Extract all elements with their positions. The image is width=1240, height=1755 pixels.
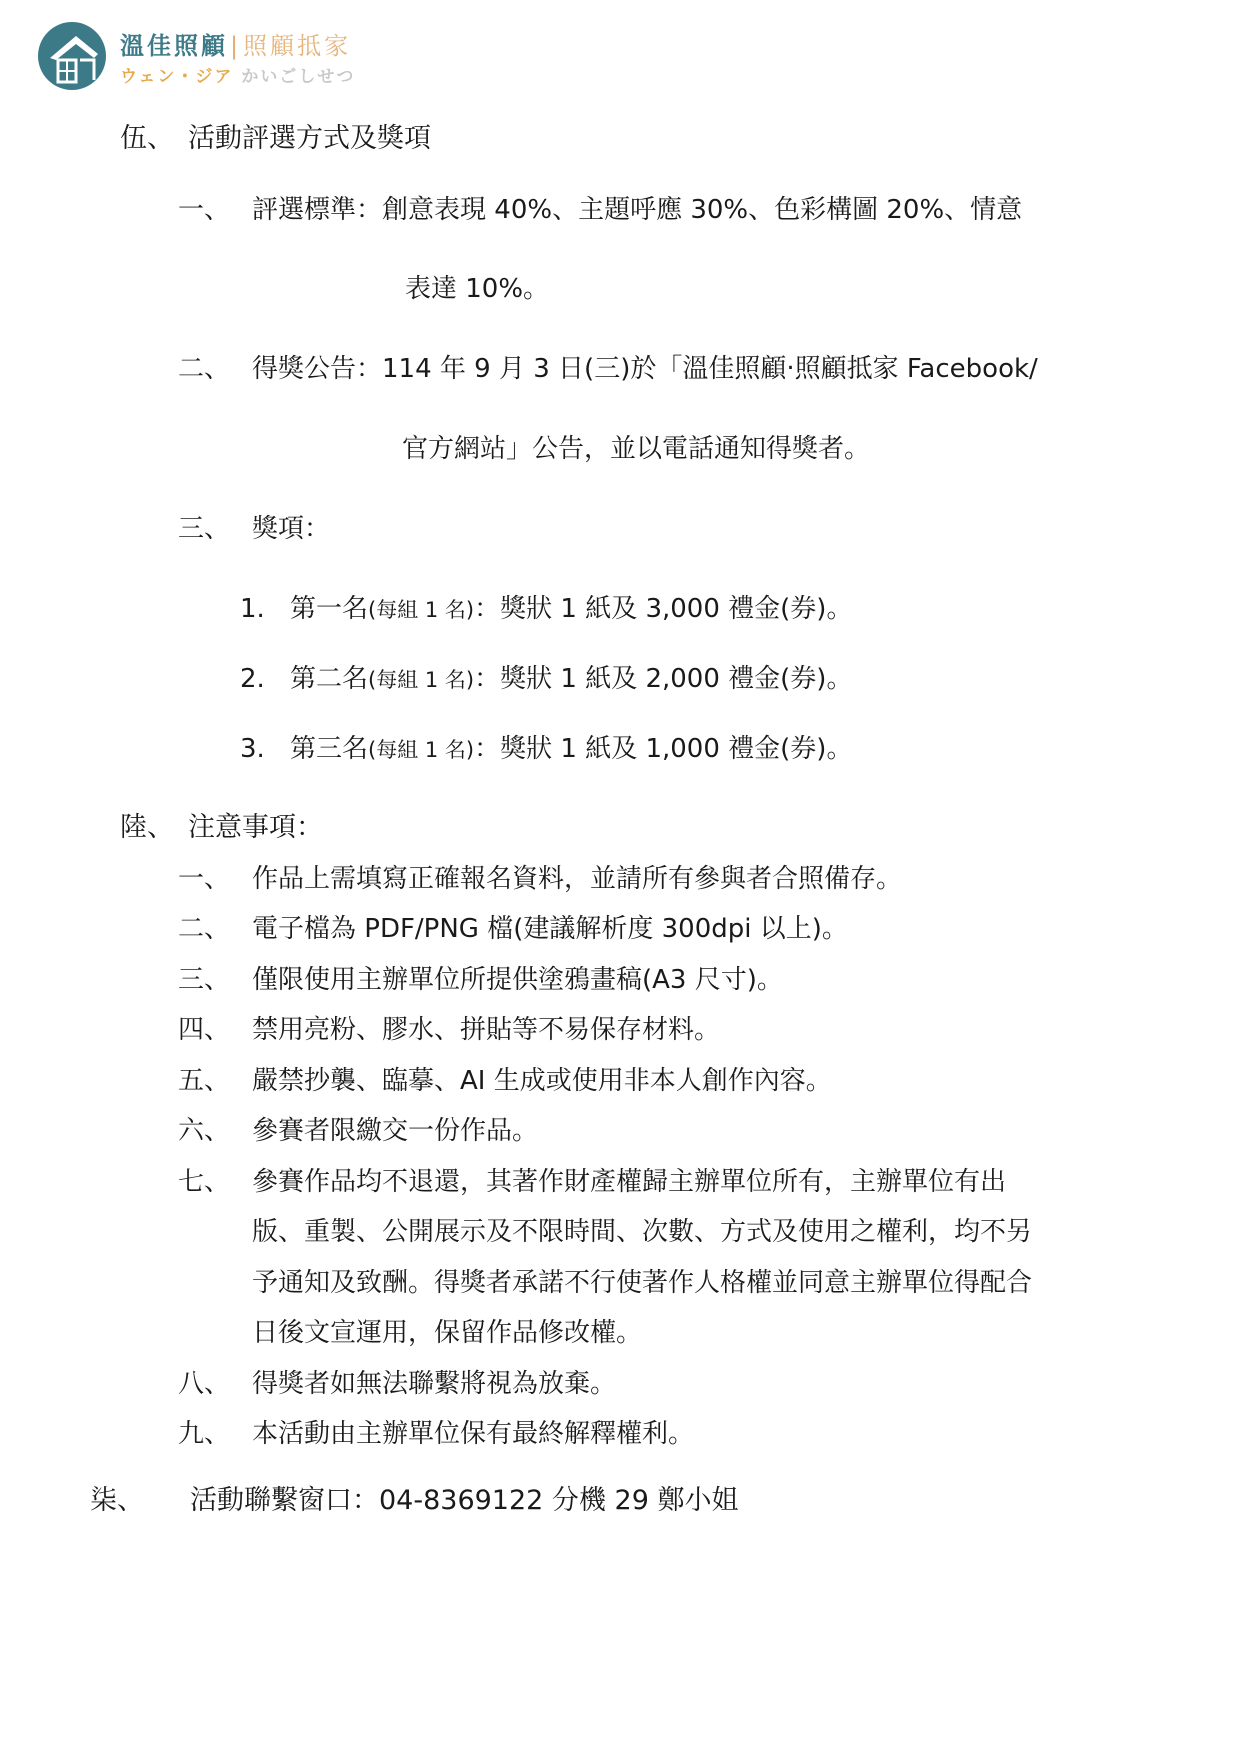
section6-heading: 陸、 注意事項： [120,812,323,843]
company-logo [36,20,366,92]
notice-item: 八、 得獎者如無法聯繫將視為放棄。 [178,1369,617,1399]
contact-line: 柒、 活動聯繫窗口：04-8369122 分機 29 鄭小姐 [90,1485,739,1516]
prize-item: 1. 第一名(每組 1 名)：獎狀 1 紙及 3,000 禮金(券)。 [240,594,853,624]
notice-item-copyright: 七、 參賽作品均不退還，其著作財產權歸主辦單位所有，主辦單位有出 [178,1167,1007,1197]
prize-item: 3. 第三名(每組 1 名)：獎狀 1 紙及 1,000 禮金(券)。 [240,734,853,764]
notice-item: 九、 本活動由主辦單位保有最終解釋權利。 [178,1419,695,1449]
house-logo-icon [36,20,108,92]
notice-item: 二、 電子檔為 PDF/PNG 檔(建議解析度 300dpi 以上)。 [178,914,848,944]
notice-item: 五、 嚴禁抄襲、臨摹、AI 生成或使用非本人創作內容。 [178,1066,832,1096]
announcement-continued: 官方網站」公告，並以電話通知得獎者。 [402,434,871,464]
logo-name-jp: ウェン・ジア かいごしせつ [120,67,356,87]
notice-item-copyright-line4: 日後文宣運用，保留作品修改權。 [252,1318,643,1348]
notice-item: 三、 僅限使用主辦單位所提供塗鴉畫稿(A3 尺寸)。 [178,965,783,995]
notice-item: 一、 作品上需填寫正確報名資料，並請所有參與者合照備存。 [178,864,903,894]
prize-item: 2. 第二名(每組 1 名)：獎狀 1 紙及 2,000 禮金(券)。 [240,664,853,694]
criteria-item: 一、 評選標準：創意表現 40%、主題呼應 30%、色彩構圖 20%、情意 [178,195,1023,225]
announcement-item: 二、 得獎公告：114 年 9 月 3 日(三)於「溫佳照顧‧照顧抵家 Facebook/ [178,354,1038,384]
notice-item-copyright-line3: 予通知及致酬。得獎者承諾不行使著作人格權並同意主辦單位得配合 [252,1268,1033,1298]
notice-item-copyright-line2: 版、重製、公開展示及不限時間、次數、方式及使用之權利，均不另 [252,1217,1033,1247]
notice-item: 四、 禁用亮粉、膠水、拼貼等不易保存材料。 [178,1015,721,1045]
notice-item: 六、 參賽者限繳交一份作品。 [178,1116,539,1146]
section5-heading: 伍、 活動評選方式及獎項 [120,123,431,154]
criteria-continued: 表達 10%。 [405,274,550,304]
prizes-heading: 三、 獎項： [178,514,331,544]
logo-name-cn: 溫佳照顧|照顧抵家 [120,32,352,60]
